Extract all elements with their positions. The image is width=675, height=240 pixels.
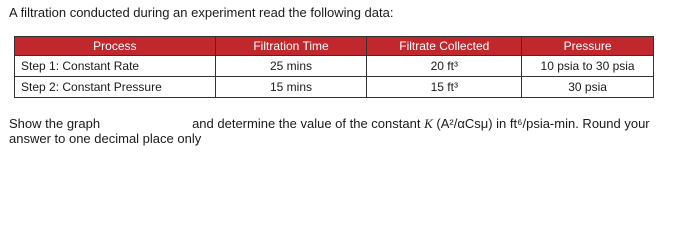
cell-filtration-time: 15 mins	[215, 77, 367, 98]
header-process: Process	[15, 37, 216, 56]
cell-process: Step 1: Constant Rate	[15, 56, 216, 77]
header-pressure: Pressure	[522, 37, 654, 56]
cell-pressure: 30 psia	[522, 77, 654, 98]
table-row	[15, 77, 654, 98]
table-row	[15, 56, 654, 77]
question-part-1: Show the graph	[9, 116, 101, 131]
filtration-data-table	[14, 36, 654, 98]
constant-symbol: K	[424, 116, 433, 131]
header-filtration-time: Filtration Time	[215, 37, 367, 56]
table-header-row	[15, 37, 654, 56]
question-part-2: and determine the value of the constant	[192, 116, 421, 131]
question-text	[9, 116, 669, 146]
cell-filtrate-collected: 20 ft³	[367, 56, 522, 77]
header-filtrate-collected: Filtrate Collected	[367, 37, 522, 56]
intro-text: A filtration conducted during an experiment read the following data:	[9, 5, 394, 20]
cell-process: Step 2: Constant Pressure	[15, 77, 216, 98]
cell-pressure: 10 psia to 30 psia	[522, 56, 654, 77]
cell-filtrate-collected: 15 ft³	[367, 77, 522, 98]
cell-filtration-time: 25 mins	[215, 56, 367, 77]
question-part-3: (A²/αCsμ) in ft⁶/psia-min. Round your answer to one decimal place only	[9, 116, 650, 146]
